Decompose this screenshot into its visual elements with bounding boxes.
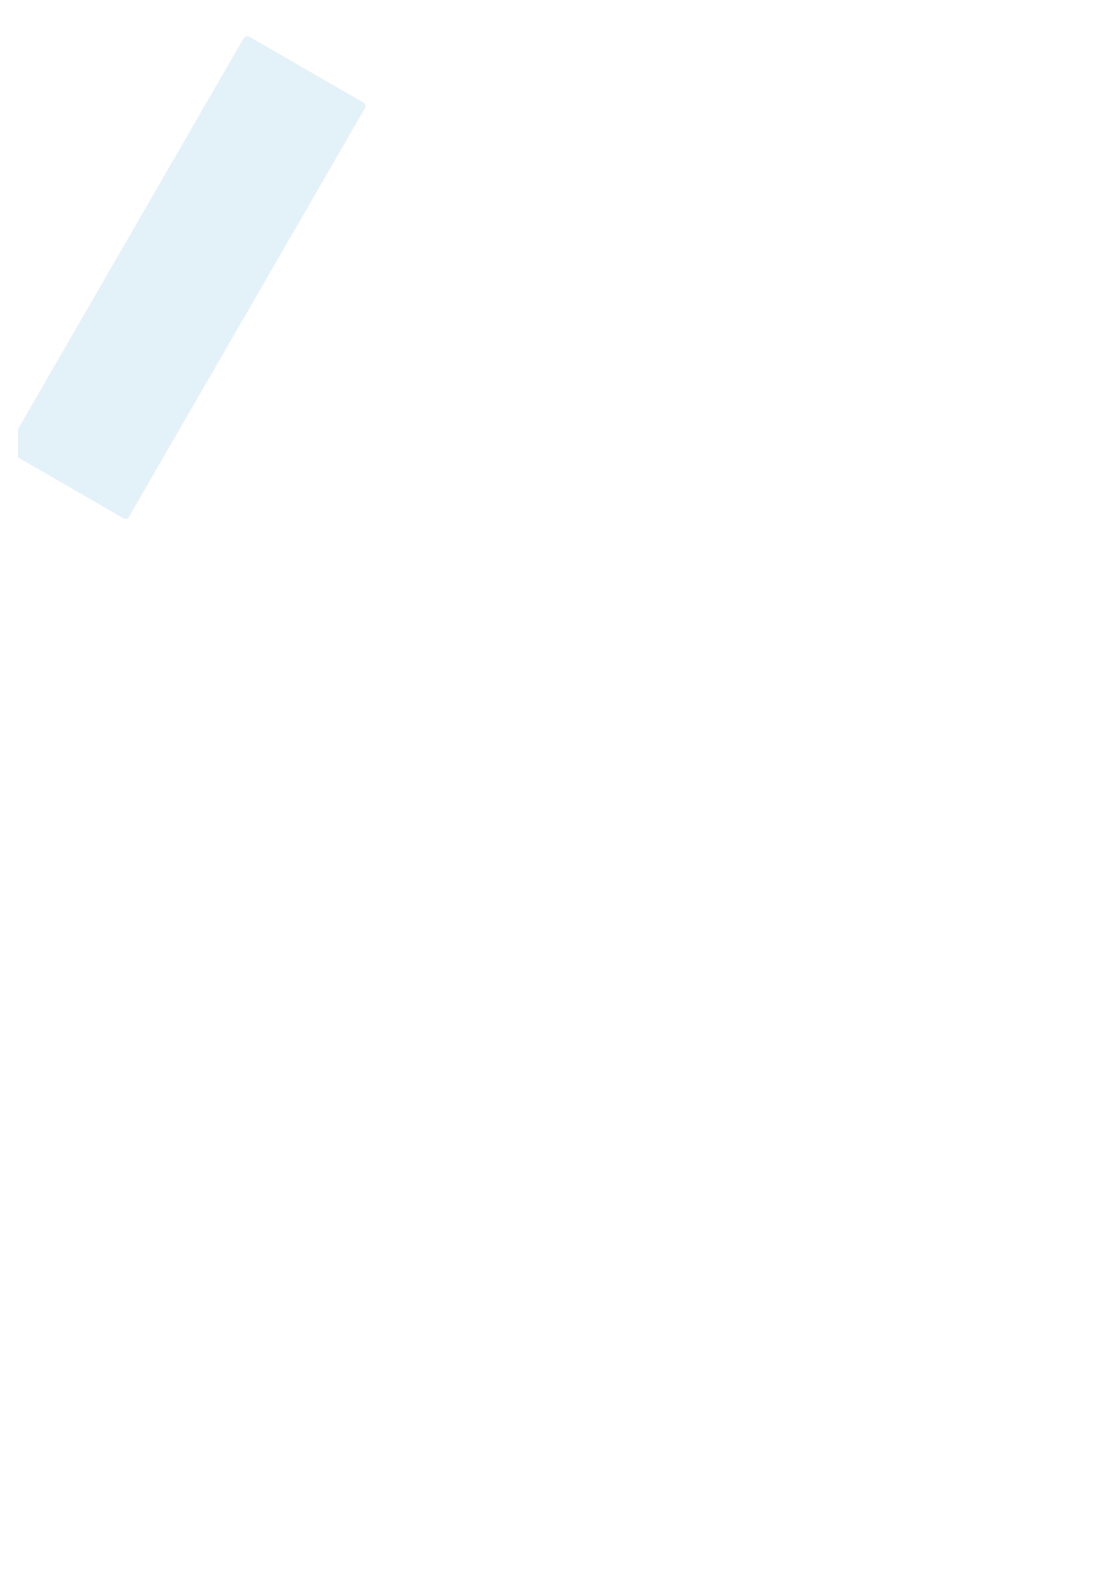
document-body bbox=[0, 0, 1116, 103]
sentence-duration-bullets bbox=[0, 0, 1116, 103]
skuola-watermark-logo bbox=[18, 30, 398, 550]
